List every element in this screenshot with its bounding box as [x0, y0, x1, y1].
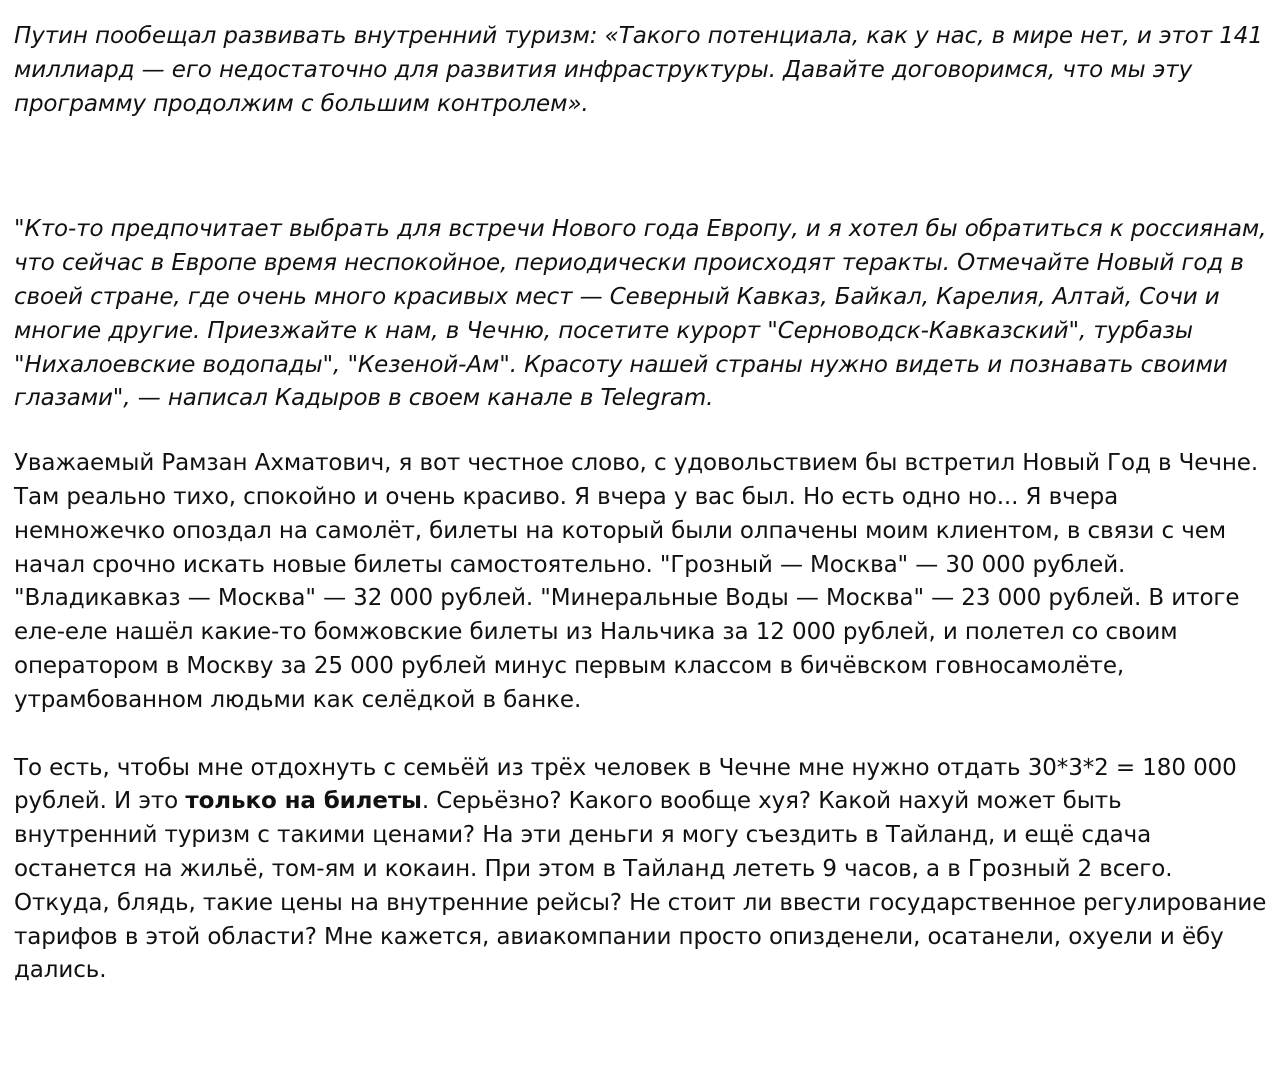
conclusion-text-after: . Серьёзно? Какого вообще хуя? Какой нахуй может быть внутренний туризм с такими ценами? На эти деньги я могу съездить в Тайланд, и ещё сдача останется на жильё, том-ям и кокаин. При этом в Тайланд лететь 9 часов, а в Грозный 2 всего. Откуда, блядь, такие цены на внутренние рейсы? Не стоит ли ввести государственное регулирование тарифов в этой области? Мне кажется, авиакомпании просто опизденели, осатанели, охуели и ёбу дались.: [14, 788, 1267, 984]
conclusion-bold-text: только на билеты: [185, 788, 422, 815]
kadyrov-quote-paragraph: "Кто-то предпочитает выбрать для встречи Нового года Европу, и я хотел бы обратиться к россиянам, что сейчас в Европе время неспокойное, периодически происходят теракты. Отмечайте Новый год в своей стране, где очень много красивых мест — Северный Кавказ, Байкал, Карелия, Алтай, Сочи и многие другие. Приезжайте к нам, в Чечню, посетите курорт "Серноводск-Кавказский", турбазы "Нихалоевские водопады", "Кезеной-Ам". Красоту нашей страны нужно видеть и познавать своими глазами", — написал Кадыров в своем канале в Telegram.: [14, 216, 1267, 412]
response-paragraph: Уважаемый Рамзан Ахматович, я вот честное слово, с удовольствием бы встретил Новый Год в Чечне. Там реально тихо, спокойно и очень красиво. Я вчера у вас был. Но есть одно но... Я вчера немножечко опоздал на самолёт, билеты на который были олпачены моим клиентом, в связи с чем начал срочно искать новые билеты самостоятельно. "Грозный — Москва" — 30 000 рублей. "Владикавказ — Москва" — 32 000 рублей. "Минеральные Воды — Москва" — 23 000 рублей. В итоге еле-еле нашёл какие-то бомжовские билеты из Нальчика за 12 000 рублей, и полетел со своим оператором в Москву за 25 000 рублей минус первым классом в бичёвском говносамолёте, утрамбованном людьми как селёдкой в банке.: [14, 450, 1259, 713]
conclusion-paragraph: [14, 752, 1270, 989]
document-body: [14, 20, 1270, 988]
putin-quote-paragraph: Путин пообещал развивать внутренний туризм: «Такого потенциала, как у нас, в мире нет, и этот 141 миллиард — его недостаточно для развития инфраструктуры. Давайте договоримся, что мы эту программу продолжим с большим контролем».: [14, 23, 1263, 117]
conclusion-text-before: То есть, чтобы мне отдохнуть с семьёй из трёх человек в Чечне мне нужно отдать 30*3*2 = 180 000 рублей. И это: [14, 754, 1237, 815]
